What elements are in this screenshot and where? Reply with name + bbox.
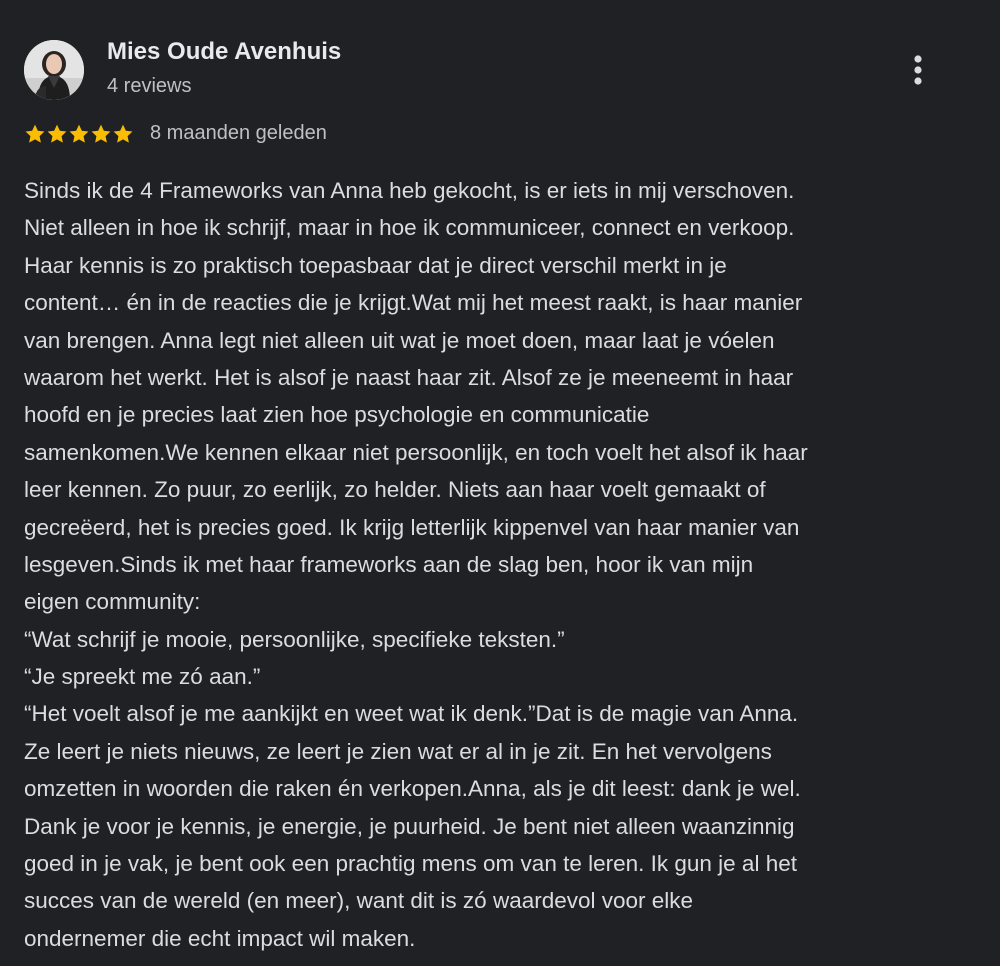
review-text-line: Ze leert je niets nieuws, ze leert je zien wat er al in je zit. En het vervolgens bbox=[24, 738, 772, 764]
review-text-line: Niet alleen in hoe ik schrijf, maar in hoe ik communiceer, connect en verkoop. bbox=[24, 215, 795, 241]
review-text-line: goed in je vak, je bent ook een prachtig mens om van te leren. Ik gun je al het bbox=[24, 851, 797, 877]
review-count[interactable]: 4 reviews bbox=[107, 75, 192, 97]
star-rating bbox=[24, 123, 134, 145]
review-text-line: “Het voelt alsof je me aankijkt en weet wat ik denk.”Dat is de magie van Anna. bbox=[24, 701, 799, 727]
review-text-line: samenkomen.We kennen elkaar niet persoonlijk, en toch voelt het alsof ik haar bbox=[24, 439, 808, 465]
review-text-line: Haar kennis is zo praktisch toepasbaar dat je direct verschil merkt in je bbox=[24, 252, 727, 278]
star-icon bbox=[68, 123, 90, 145]
review-text-line: omzetten in woorden die raken én verkopen.Anna, als je dit leest: dank je wel. bbox=[24, 776, 801, 802]
review-text-line: gecreëerd, het is precies goed. Ik krijg letterlijk kippenvel van haar manier van bbox=[24, 514, 800, 540]
star-icon bbox=[112, 123, 134, 145]
star-icon bbox=[24, 123, 46, 145]
review-text-line: eigen community: bbox=[24, 589, 201, 615]
review-text-line: content… én in de reacties die je krijgt.Wat mij het meest raakt, is haar manier bbox=[24, 290, 803, 316]
star-icon bbox=[90, 123, 112, 145]
review-text-line: Sinds ik de 4 Frameworks van Anna heb gekocht, is er iets in mij verschoven. bbox=[24, 178, 795, 203]
review-text-line: “Je spreekt me zó aan.” bbox=[24, 664, 261, 690]
review-text-line: succes van de wereld (en meer), want dit is zó waardevol voor elke bbox=[24, 888, 694, 914]
review-text-line: hoofd en je precies laat zien hoe psychologie en communicatie bbox=[24, 402, 650, 428]
review-text-line: Dank je voor je kennis, je energie, je puurheid. Je bent niet alleen waanzinnig bbox=[24, 813, 795, 839]
review-text bbox=[24, 172, 974, 957]
review-text-line: waarom het werkt. Het is alsof je naast haar zit. Alsof ze je meeneemt in haar bbox=[24, 364, 794, 390]
more-vert-icon bbox=[913, 54, 923, 86]
more-options-button[interactable] bbox=[900, 48, 936, 92]
review-text-line: van brengen. Anna legt niet alleen uit wat je moet doen, maar laat je vóelen bbox=[24, 327, 775, 353]
review-text-line: lesgeven.Sinds ik met haar frameworks aan de slag ben, hoor ik van mijn bbox=[24, 551, 754, 577]
star-icon bbox=[46, 123, 68, 145]
review-text-line: “Wat schrijf je mooie, persoonlijke, specifieke teksten.” bbox=[24, 626, 565, 652]
person-avatar-icon bbox=[24, 40, 84, 100]
review-text-line: leer kennen. Zo puur, zo eerlijk, zo helder. Niets aan haar voelt gemaakt of bbox=[24, 477, 766, 503]
review-date: 8 maanden geleden bbox=[150, 122, 327, 144]
review-text-line: ondernemer die echt impact wil maken. bbox=[24, 925, 416, 951]
reviewer-avatar[interactable] bbox=[24, 40, 84, 100]
reviewer-name[interactable]: Mies Oude Avenhuis bbox=[107, 38, 342, 65]
